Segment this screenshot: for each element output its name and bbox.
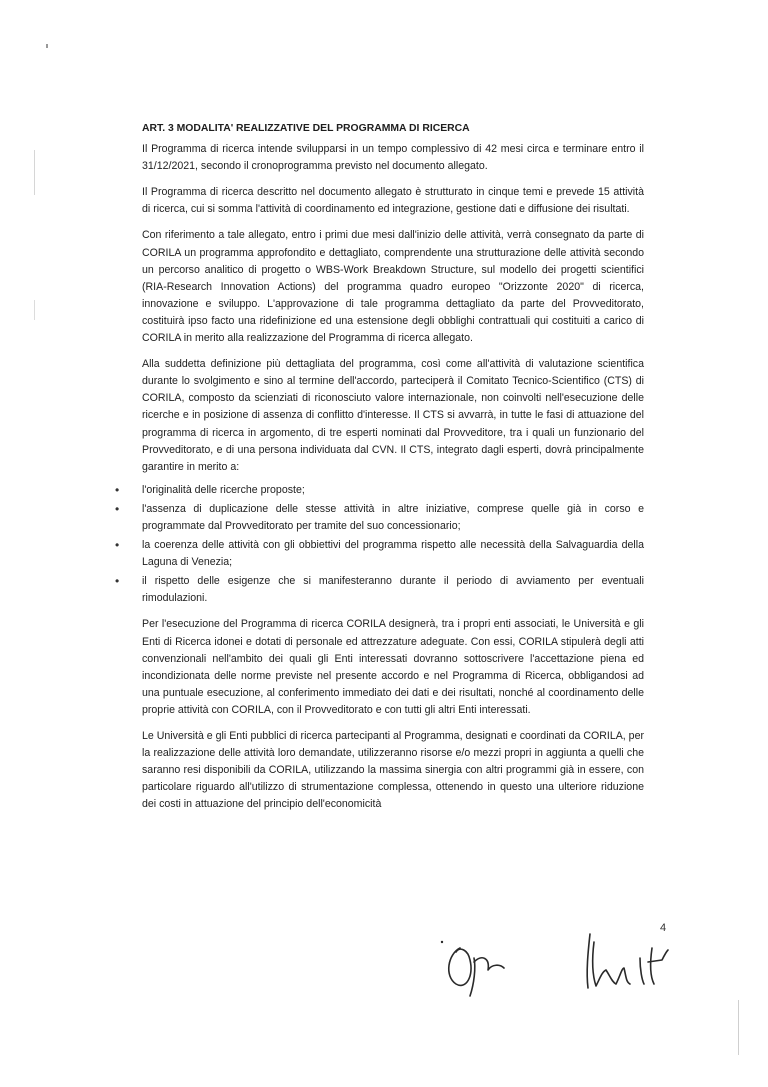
page-number: 4 bbox=[660, 922, 667, 934]
list-item bbox=[115, 537, 644, 571]
signature-stroke bbox=[593, 942, 630, 986]
signature-stroke bbox=[474, 958, 504, 970]
paragraph: Alla suddetta definizione più dettagliata del programma, così come all'attività di valutazione scientifica durante lo svolgimento e sino al termine dell'accordo, parteciperà il Comitato Tecnico-Scientifico (CTS) di CORILA, composto da scienziati di riconosciuto valore internazionale, non coinvolti nell'esecuzione delle ricerche e in posizione di assenza di conflitto d'interesse. Il CTS si avvarrà, in tutte le fasi di attuazione del programma di ricerca in argomento, di tre esperti nominati dal Provveditore, tra i quali un funzionario del Provveditorato, e di una persona individuata dal CVN. Il CTS, integrato dagli esperti, dovrà principalmente garantire in merito a: bbox=[142, 358, 644, 473]
paragraph: Per l'esecuzione del Programma di ricerca CORILA designerà, tra i propri enti associati, le Università e gli Enti di Ricerca idonei e dotati di personale ed attrezzature adeguate. Con essi, CORILA stipulerà degli atti convenzionali nell'ambito dei quali gli Enti interessati dovranno sottoscrivere l'accettazione piena ed incondizionata delle norme previste nel presente accordo e nel Programma di Ricerca, obbligandosi ad una puntuale esecuzione, al conferimento immediato dei dati e dei risultati, nonché al coordinamento delle proprie attività con CORILA, con il Provveditorato e con tutti gli altri Enti interessati. bbox=[142, 618, 644, 716]
scan-mark bbox=[34, 150, 35, 195]
signature-initials-2 bbox=[587, 934, 590, 988]
bullet-icon: • bbox=[115, 574, 120, 589]
list-item-text: la coerenza delle attività con gli obbiettivi del programma rispetto alle necessità della Salvaguardia della Laguna di Venezia; bbox=[142, 539, 644, 569]
guarantee-list bbox=[115, 482, 644, 608]
list-item bbox=[115, 501, 644, 535]
signature-stroke bbox=[648, 948, 668, 984]
paragraph: Con riferimento a tale allegato, entro i primi due mesi dall'inizio delle attività, verrà consegnato da parte di CORILA un programma approfondito e dettagliato, comprendente una strutturazione delle attività secondo un percorso analitico di progetto o WBS-Work Breakdown Structure, sul modello dei progetti scientifici (RIA-Research Innovation Actions) del programma quadro europeo "Orizzonte 2020" di ricerca, innovazione e sviluppo. L'approvazione di tale programma dettagliato da parte del Provveditorato, costituirà ipso facto una ridefinizione ed una estensione degli obblighi contrattuali qui costituiti a carico di CORILA in merito alla realizzazione del Programma di ricerca allegato. bbox=[142, 229, 644, 345]
ink-dot bbox=[441, 941, 443, 943]
article-body bbox=[115, 120, 644, 822]
paragraph: Le Università e gli Enti pubblici di ricerca partecipanti al Programma, designati e coordinati da CORILA, per la realizzazione delle attività loro demandate, utilizzeranno risorse e/o mezzi propri in aggiunta a quelli che saranno resi disponibili da CORILA, utilizzando la massima sinergia con altri programmi già in essere, con particolare riguardo all'utilizzo di strumentazione complessa, ottenendo in questo una ulteriore riduzione dei costi in attuazione del principio dell'economicità bbox=[142, 730, 644, 811]
scan-mark bbox=[34, 300, 35, 320]
signature-stroke bbox=[640, 958, 644, 984]
scan-mark bbox=[738, 1000, 739, 1055]
list-item bbox=[115, 482, 644, 499]
paragraph: Il Programma di ricerca descritto nel documento allegato è strutturato in cinque temi e prevede 15 attività di ricerca, cui si somma l'attività di coordinamento ed integrazione, gestione dati e diffusione dei risultati. bbox=[142, 186, 644, 216]
list-item bbox=[115, 573, 644, 607]
bullet-icon: • bbox=[115, 501, 120, 516]
handwritten-signatures bbox=[430, 918, 690, 998]
list-item-text: il rispetto delle esigenze che si manifesteranno durante il periodo di avviamento per eventuali rimodulazioni. bbox=[142, 575, 644, 605]
list-item-text: l'assenza di duplicazione delle stesse attività in altre iniziative, comprese quelle già in corso e programmate dal Provveditorato per tramite del suo concessionario; bbox=[142, 502, 644, 532]
article-heading: ART. 3 MODALITA' REALIZZATIVE DEL PROGRAMMA DI RICERCA bbox=[142, 123, 470, 134]
paragraph: Il Programma di ricerca intende svilupparsi in un tempo complessivo di 42 mesi circa e terminare entro il 31/12/2021, secondo il cronoprogramma previsto nel documento allegato. bbox=[142, 143, 644, 173]
list-item-text: l'originalità delle ricerche proposte; bbox=[142, 483, 305, 496]
bullet-icon: • bbox=[115, 538, 120, 553]
scan-mark bbox=[46, 44, 48, 48]
signature-initials-1 bbox=[449, 948, 471, 985]
bullet-icon: • bbox=[115, 482, 120, 497]
